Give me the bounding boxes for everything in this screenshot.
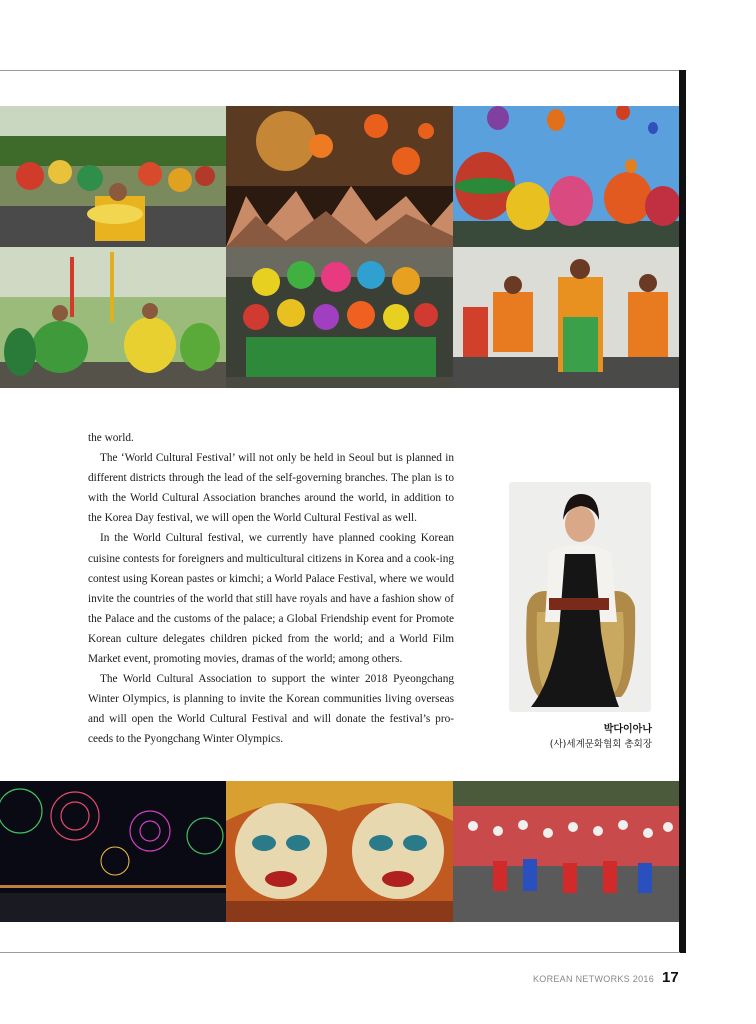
article-paragraph: In the World Cultural festival, we currently have planned cooking Korean cuisine contests for foreigners and multicultural citizens in Korea and a cook-ing contest using Korean pastes or kimchi; a World Palace Festival, where we would invite the countries of the world that still have royals and have a fashion show of the Palace and the customs of the palace; a Global Friendship event for Promote Korean culture delegates children picked from the world; and a World Film Market event, promoting movies, dramas of the world; among others. (88, 532, 454, 666)
photo-hot-air-balloons (453, 106, 679, 247)
footer-publication-label: KOREAN NETWORKS 2016 (532, 974, 654, 984)
article-paragraph: the world. (88, 432, 134, 444)
article-paragraph: The World Cultural Association to support the winter 2018 Pyeongchang Winter Olympics, is planning to invite the Korean communities living overseas and will open the World Cultural Festival and will donate the festival’s pro-ceeds to the Pyongchang Winter Olympics. (88, 673, 454, 746)
bottom-rule (0, 952, 680, 953)
photo-fireworks (0, 781, 226, 922)
photo-masked-performers (226, 781, 453, 922)
right-edge-bar (679, 70, 686, 953)
photo-drum-parade (453, 781, 679, 922)
photo-orange-costume-parade (453, 247, 679, 388)
photo-street-parade-dancers (0, 106, 226, 247)
portrait-photo (509, 482, 651, 712)
photo-feather-headdress-performers (226, 247, 453, 388)
top-rule (0, 70, 680, 71)
photo-crowd-confetti (226, 106, 453, 247)
photo-green-costume-dancers (0, 247, 226, 388)
portrait-title: (사)세계문화협회 총회장 (549, 739, 652, 750)
page-number: 17 (662, 969, 679, 986)
portrait-name: 박다이아나 (603, 724, 652, 735)
article-body (88, 428, 454, 750)
article-paragraph: The ‘World Cultural Festival’ will not only be held in Seoul but is planned in different districts through the lead of the self-governing branches. The plan is to with the World Cultural Association branches around the world, in addition to the Korea Day festival, we will open the World Cultural Festival as well. (88, 452, 454, 525)
